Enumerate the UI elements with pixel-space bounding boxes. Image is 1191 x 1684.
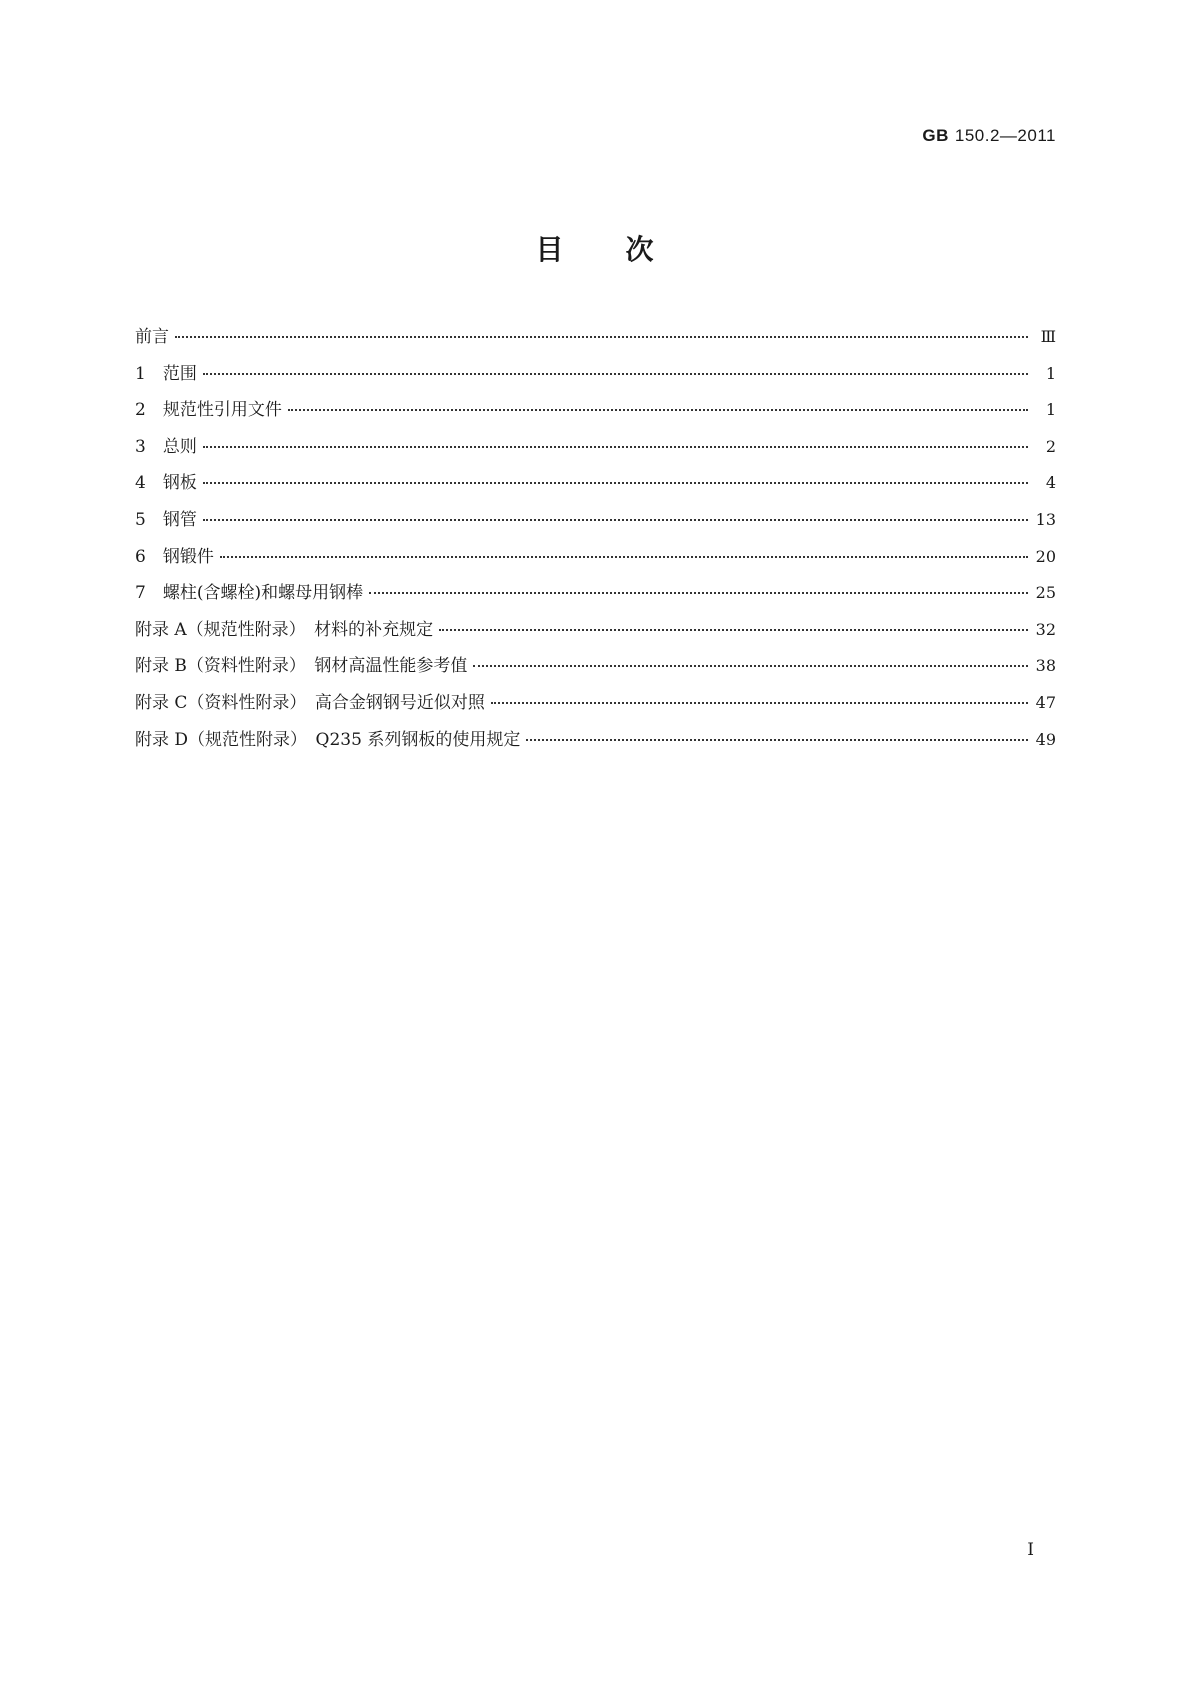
toc-entry-page: 2 xyxy=(1045,436,1056,456)
toc-entry-label: 3 总则 xyxy=(135,436,197,457)
standard-number: 150.2—2011 xyxy=(954,126,1056,145)
toc-entry-page: Ⅲ xyxy=(1040,327,1056,346)
toc-dot-leader xyxy=(203,518,1028,521)
toc-entry-steel-plates[interactable] xyxy=(135,471,1056,508)
toc-entry-label: 附录 B（资料性附录） 钢材高温性能参考值 xyxy=(135,656,468,677)
standard-prefix: GB xyxy=(922,126,949,145)
toc-dot-leader xyxy=(369,591,1028,594)
toc-entry-label: 7 螺柱(含螺栓)和螺母用钢棒 xyxy=(135,583,364,604)
toc-entry-page: 4 xyxy=(1045,473,1056,493)
toc-entry-page: 32 xyxy=(1035,619,1056,639)
toc-entry-normative-references[interactable] xyxy=(135,398,1056,435)
toc-entry-annex-c[interactable] xyxy=(135,691,1056,728)
toc-entry-label: 附录 C（资料性附录） 高合金钢钢号近似对照 xyxy=(135,692,485,713)
page-number: I xyxy=(1027,1540,1034,1560)
table-of-contents xyxy=(135,325,1056,764)
toc-entry-scope[interactable] xyxy=(135,362,1056,399)
toc-entry-label: 2 规范性引用文件 xyxy=(135,400,282,421)
toc-entry-page: 13 xyxy=(1035,509,1056,529)
toc-entry-page: 47 xyxy=(1035,692,1056,712)
toc-entry-annex-a[interactable] xyxy=(135,618,1056,655)
toc-entry-page: 49 xyxy=(1035,729,1056,749)
standard-code xyxy=(922,126,1056,146)
toc-dot-leader xyxy=(203,481,1028,484)
toc-entry-page: 25 xyxy=(1035,583,1056,603)
toc-entry-page: 20 xyxy=(1035,546,1056,566)
toc-entry-label: 6 钢锻件 xyxy=(135,546,214,567)
toc-entry-annex-b[interactable] xyxy=(135,654,1056,691)
toc-entry-page: 1 xyxy=(1045,400,1056,420)
toc-dot-leader xyxy=(439,628,1028,631)
toc-entry-label: 5 钢管 xyxy=(135,509,197,530)
toc-entry-annex-d[interactable] xyxy=(135,728,1056,765)
toc-entry-steel-forgings[interactable] xyxy=(135,545,1056,582)
toc-entry-foreword[interactable] xyxy=(135,325,1056,362)
toc-entry-label: 前言 xyxy=(135,327,169,347)
toc-entry-label: 4 钢板 xyxy=(135,473,197,494)
toc-entry-steel-tubes[interactable] xyxy=(135,508,1056,545)
toc-dot-leader xyxy=(175,335,1028,338)
toc-dot-leader xyxy=(203,372,1028,375)
toc-dot-leader xyxy=(526,738,1028,741)
toc-entry-bolt-bars[interactable] xyxy=(135,581,1056,618)
toc-entry-page: 38 xyxy=(1035,656,1056,676)
toc-dot-leader xyxy=(220,555,1028,558)
toc-entry-page: 1 xyxy=(1045,363,1056,383)
toc-entry-label: 附录 A（规范性附录） 材料的补充规定 xyxy=(135,619,434,640)
toc-dot-leader xyxy=(491,701,1028,704)
toc-entry-label: 1 范围 xyxy=(135,363,197,384)
page-title: 目 次 xyxy=(535,233,656,266)
toc-dot-leader xyxy=(203,445,1028,448)
toc-dot-leader xyxy=(288,408,1028,411)
toc-entry-general[interactable] xyxy=(135,435,1056,472)
toc-dot-leader xyxy=(473,664,1028,667)
toc-entry-label: 附录 D（规范性附录） Q235 系列钢板的使用规定 xyxy=(135,729,521,750)
